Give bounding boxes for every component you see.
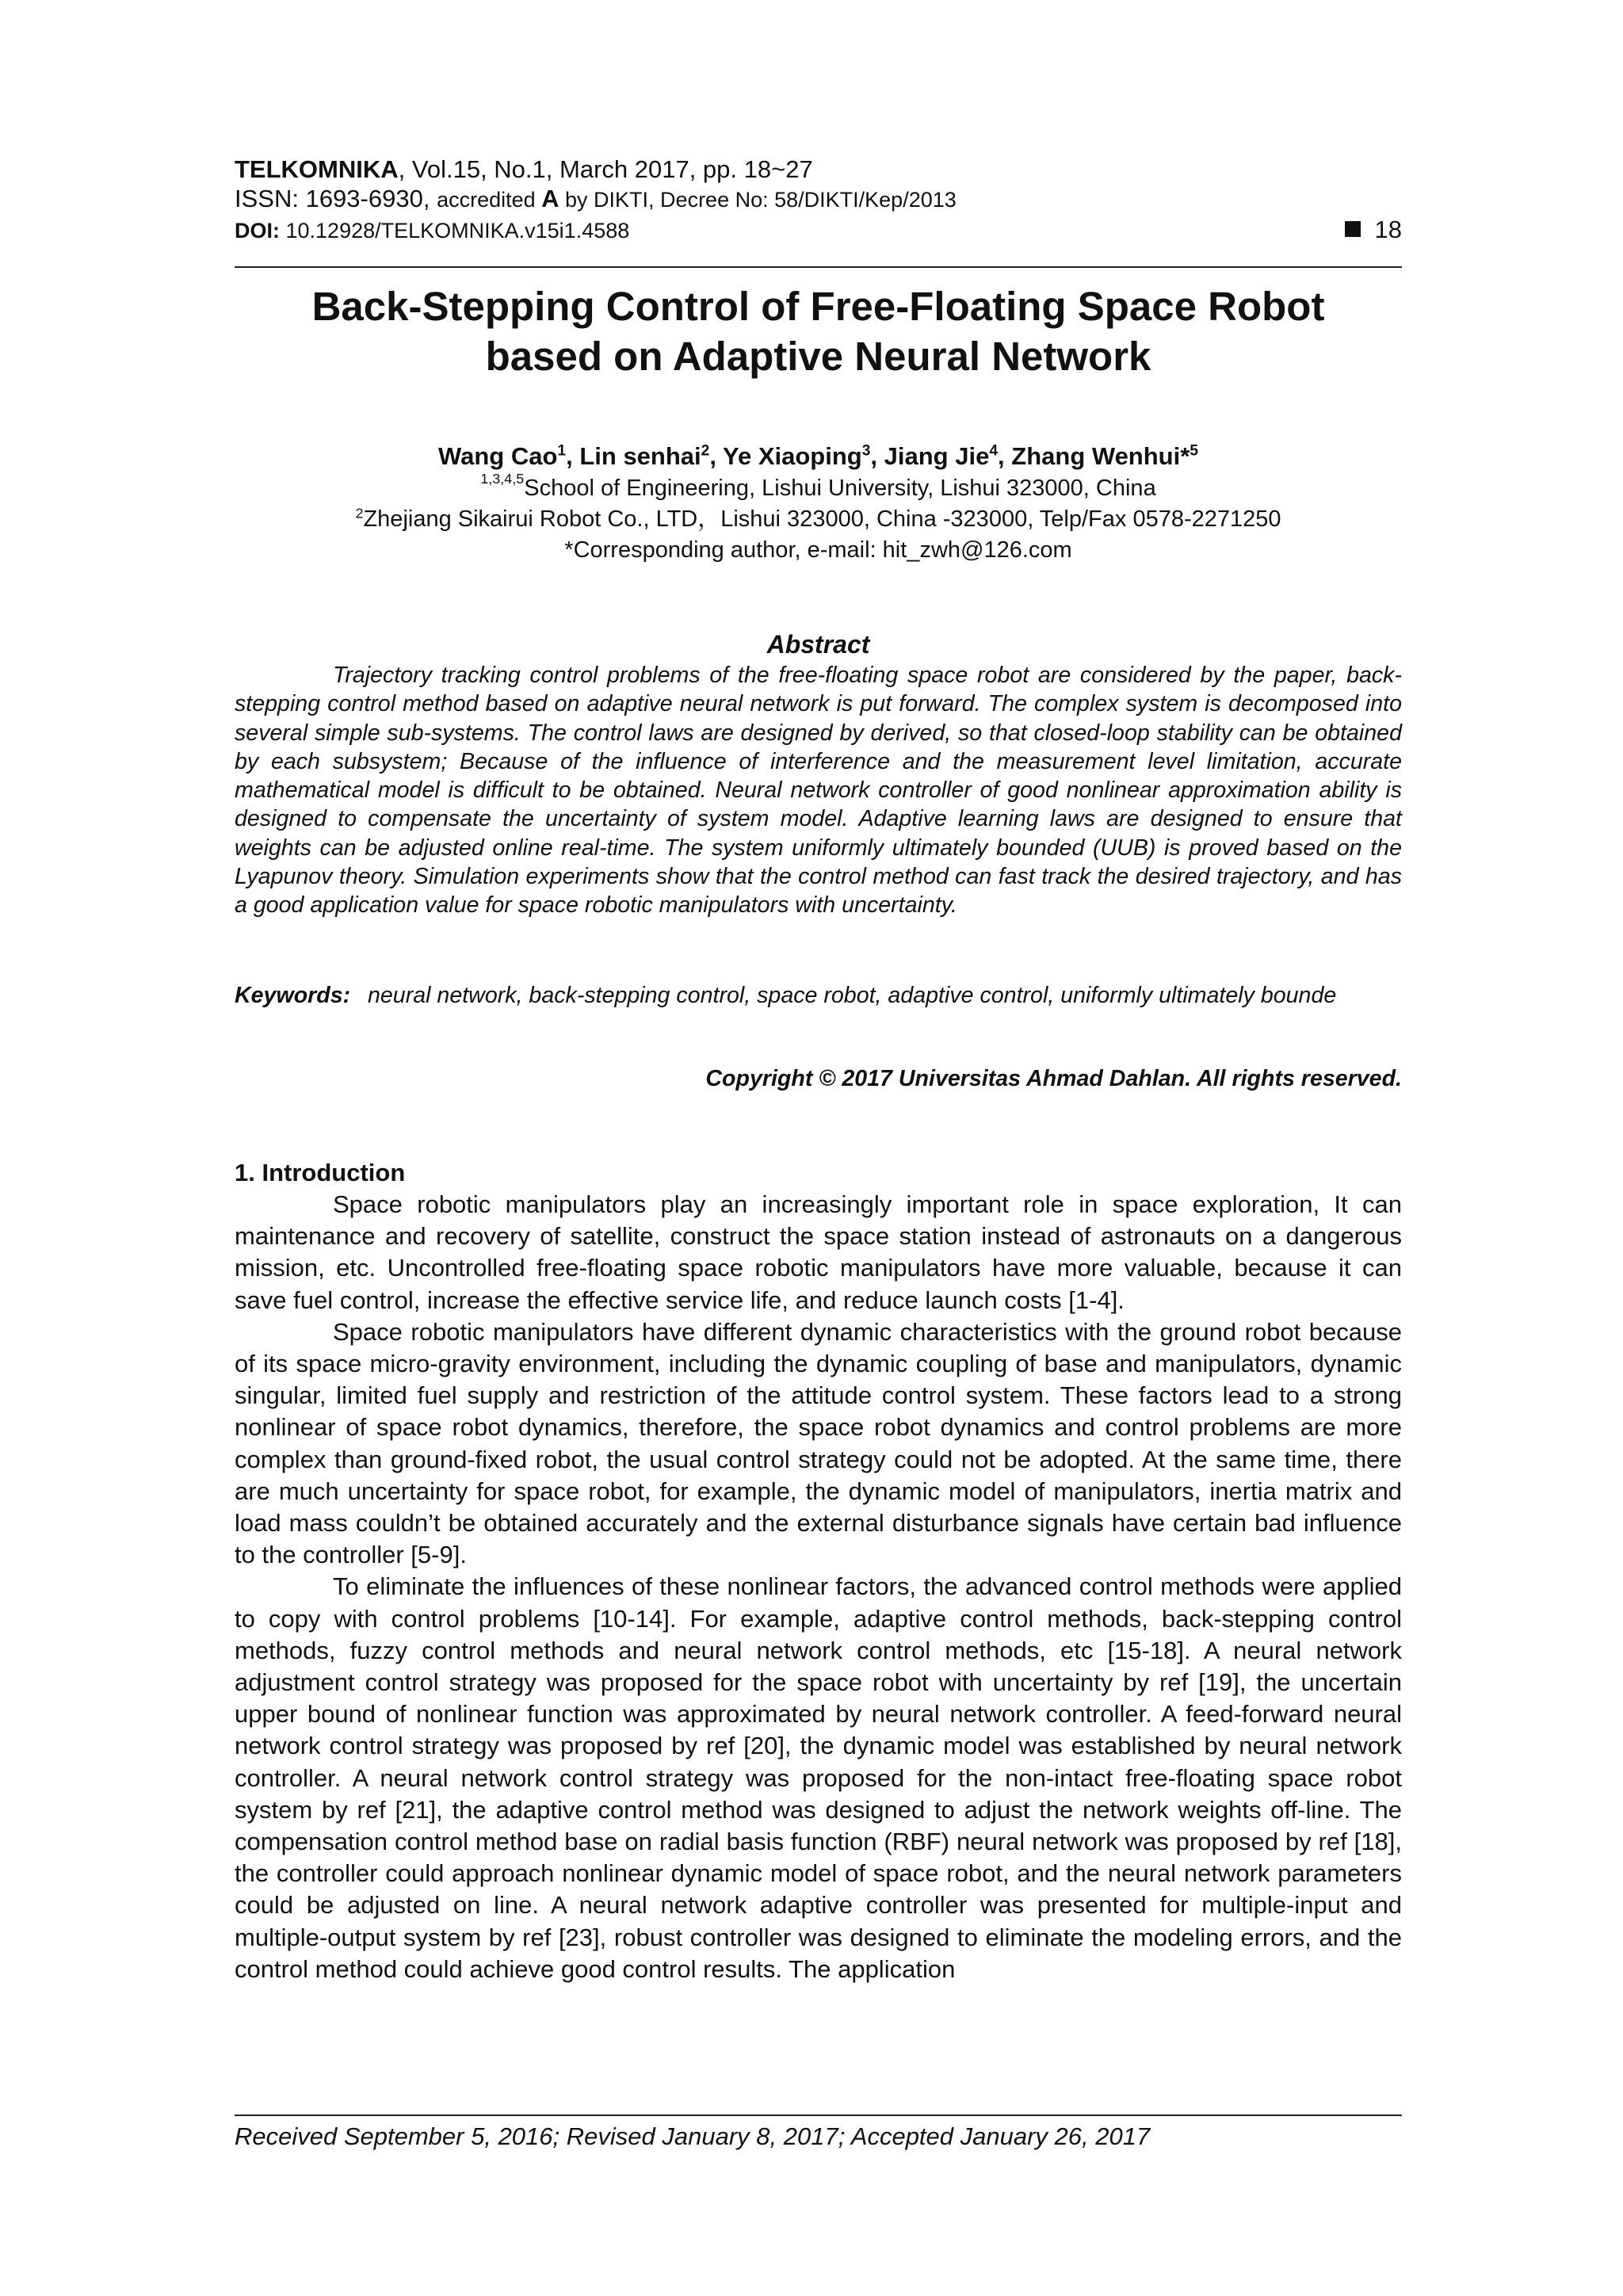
journal-issn: ISSN: 1693-6930, (235, 185, 437, 212)
copyright-notice: Copyright © 2017 Universitas Ahmad Dahlan. All rights reserved. (705, 1066, 1402, 1091)
keywords-label: Keywords: (235, 983, 351, 1008)
affiliation-2-sup: 2 (355, 505, 364, 521)
author-sup: 2 (701, 442, 710, 460)
corresponding-author: *Corresponding author, e-mail: hit_zwh@126.com (564, 537, 1072, 563)
journal-line-1 (235, 155, 1402, 184)
abstract-heading: Abstract (766, 630, 870, 659)
header-rule (235, 266, 1402, 268)
journal-header (235, 155, 1402, 246)
page-number (1345, 215, 1402, 244)
body-paragraph: Space robotic manipulators have different dynamic characteristics with the ground robot because of its space micro-gravity environment, including the dynamic coupling of base and manipulators, dynamic singular, limited fuel supply and restriction of the attitude control system. These factors lead to a strong nonlinear of space robot dynamics, therefore, the space robot dynamics and control problems are more complex than ground-fixed robot, the usual control strategy could not be adopted. At the same time, there are much uncertainty for space robot, for example, the dynamic model of manipulators, inertia matrix and load mass couldn’t be obtained accurately and the external disturbance signals have certain bad influence to the controller [5-9]. (235, 1317, 1402, 1569)
received-dates: Received September 5, 2016; Revised January 8, 2017; Accepted January 26, 2017 (235, 2122, 1151, 2150)
doi-label: DOI: (235, 219, 286, 243)
journal-accredited-grade: A (541, 185, 559, 212)
journal-accredited-prefix: accredited (437, 188, 542, 212)
keywords-label-text: Keywords (235, 983, 343, 1008)
author-sup: 1 (557, 442, 567, 460)
body-paragraph: To eliminate the influences of these nonlinear factors, the advanced control methods were applied to copy with control problems [10-14]. For example, adaptive control methods, back-stepping control methods, fuzzy control methods and neural network control methods, etc [15-18]. A neural network adjustment control strategy was proposed for the space robot with uncertainty by ref [19], the uncertain upper bound of nonlinear function was approximated by neural network controller. A feed-forward neural network control strategy was proposed by ref [20], the dynamic model was established by neural network controller. A neural network control strategy was proposed for the non-intact free-floating space robot system by ref [21], the adaptive control method was designed to adjust the network weights off-line. The compensation control method base on radial basis function (RBF) neural network was proposed by ref [18], the controller could approach nonlinear dynamic model of space robot, and the neural network parameters could be adjusted on line. A neural network adaptive controller was presented for multiple-input and multiple-output system by ref [23], robust controller was designed to eliminate the modeling errors, and the control method could achieve good control results. The application (235, 1572, 1402, 1983)
title-line-2: based on Adaptive Neural Network (485, 334, 1151, 379)
title-line-1: Back-Stepping Control of Free-Floating Space Robot (311, 284, 1325, 329)
author-name: Zhang Wenhui* (1011, 442, 1190, 470)
doi-value: 10.12928/TELKOMNIKA.v15i1.4588 (285, 219, 630, 243)
keywords-block (235, 980, 1402, 1010)
affiliation-1-sup: 1,3,4,5 (480, 471, 525, 487)
affiliation-1 (235, 471, 1402, 502)
paper-page (235, 0, 1402, 2296)
body-paragraph: Space robotic manipulators play an increasingly important role in space exploration, It can maintenance and recovery of satellite, construct the space station instead of astronauts on a dangerous mission, etc. Uncontrolled free-floating space robotic manipulators have more valuable, because it can save fuel control, increase the effective service life, and reduce launch costs [1-4]. (235, 1190, 1402, 1314)
affiliation-1-text: School of Engineering, Lishui University, Lishui 323000, China (524, 476, 1156, 501)
author-name: Lin senhai (579, 442, 701, 470)
journal-line-3 (235, 215, 1402, 246)
section-heading: 1. Introduction (235, 1159, 406, 1186)
author-sup: 4 (989, 442, 999, 460)
affiliation-2-text: Zhejiang Sikairui Robot Co., LTD，Lishui 323000, China -323000, Telp/Fax 0578-2271250 (363, 506, 1281, 532)
footer-rule (235, 2115, 1402, 2116)
keywords-text: neural network, back-stepping control, space robot, adaptive control, uniformly ultimately bounde (368, 983, 1337, 1008)
affiliation-2 (235, 505, 1402, 533)
section-body (235, 1189, 1402, 1985)
author-sup: 5 (1190, 442, 1198, 460)
author-name: Jiang Jie (884, 442, 990, 470)
author-list: Wang Cao$^1$, Lin senhai$^2$, Ye Xiaoping$^3$, Jiang Jie$^4$, Zhang Wenhui*$^5$ (438, 442, 1198, 470)
journal-line-2 (235, 184, 1402, 215)
author-name: Wang Cao (438, 442, 558, 470)
black-square-icon (1345, 221, 1361, 237)
journal-accredited-suffix: by DIKTI, Decree No: 58/DIKTI/Kep/2013 (559, 188, 957, 212)
paper-title (235, 281, 1402, 381)
author-sup: 3 (861, 442, 871, 460)
page-number-value: 18 (1374, 216, 1402, 243)
journal-name: TELKOMNIKA (235, 155, 399, 183)
abstract-text: Trajectory tracking control problems of the free-floating space robot are considered by the paper, back-stepping control method based on adaptive neural network is put forward. The complex system is decomposed into several simple sub-systems. The control laws are designed by derived, so that closed-loop stability can be obtained by each subsystem; Because of the influence of interference and the measurement level limitation, accurate mathematical model is difficult to be obtained. Neural network controller of good nonlinear approximation ability is designed to compensate the uncertainty of system model. Adaptive learning laws are designed to ensure that weights can be adjusted online real-time. The system uniformly ultimately bounded (UUB) is proved based on the Lyapunov theory. Simulation experiments show that the control method can fast track the desired trajectory, and has a good application value for space robotic manipulators with uncertainty. (235, 663, 1402, 919)
journal-volume: , Vol.15, No.1, March 2017, pp. 18~27 (398, 155, 813, 183)
author-name: Ye Xiaoping (723, 442, 862, 470)
